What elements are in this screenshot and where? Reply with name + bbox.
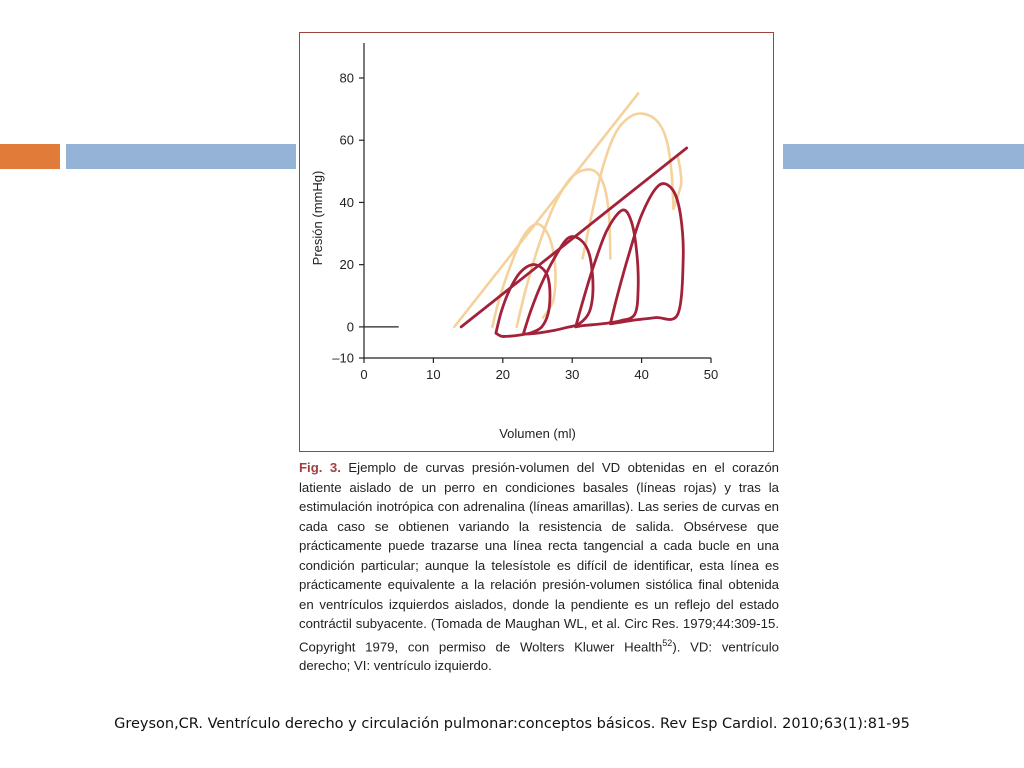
y-axis-label: Presión (mmHg) [310, 170, 325, 266]
y-tick-label: 0 [346, 319, 354, 335]
inotropic-tangent-line [454, 94, 638, 327]
y-tick-label: 60 [339, 132, 354, 148]
x-tick-label: 40 [634, 367, 649, 382]
y-tick-label: 20 [339, 257, 354, 273]
caption-text: Ejemplo de curvas presión-volumen del VD obtenidas en el corazón latiente aislado de un perro en condiciones basales (líneas rojas) y tras la estimulación inotrópica con adrenalina (líneas amarillas). Las series de curvas en cada caso se obtienen variando la resistencia de salida. Obsérvese que prácticamente puede trazarse una línea recta tangencial a cada bucle en una condición particular; aunque la telesístole es difícil de identificar, esta línea es prácticamente equivalente a la relación presión-volumen sistólica final obtenida en ventrículos izquierdos aislados, donde la pendiente es un reflejo del estado contráctil subyacente. (Tomada de Maughan WL, et al. Circ Res. 1979;44:309-15. Copyright 1979, con permiso de Wolters Kluwer Health [299, 460, 779, 654]
citation: Greyson,CR. Ventrículo derecho y circulación pulmonar:conceptos básicos. Rev Esp Cardiol. 2010;63(1):81-95 [114, 716, 910, 732]
accent-bar-blue-left [66, 144, 296, 169]
x-tick-label: 20 [495, 367, 511, 382]
figure-frame [299, 32, 774, 452]
accent-bar-blue-right [783, 144, 1024, 169]
x-tick-label: 0 [360, 367, 368, 382]
inotropic-series-group [454, 94, 681, 327]
x-tick-label: 50 [703, 367, 719, 382]
pressure-volume-chart [300, 33, 775, 453]
y-tick-label: –10 [332, 350, 354, 366]
caption-superscript: 52 [662, 637, 673, 648]
x-axis-label: Volumen (ml) [499, 426, 576, 441]
caption-fig-label: Fig. 3. [299, 460, 341, 475]
figure-caption [299, 458, 779, 676]
x-tick-label: 10 [426, 367, 441, 382]
y-tick-label: 80 [339, 70, 354, 86]
chart-axes [364, 43, 711, 358]
y-tick-label: 40 [339, 194, 354, 210]
caption-tail: ). VD: ventrículo derecho; VI: ventrículo izquierdo. [299, 638, 779, 674]
accent-bar-orange [0, 144, 60, 169]
x-tick-label: 30 [564, 367, 580, 382]
